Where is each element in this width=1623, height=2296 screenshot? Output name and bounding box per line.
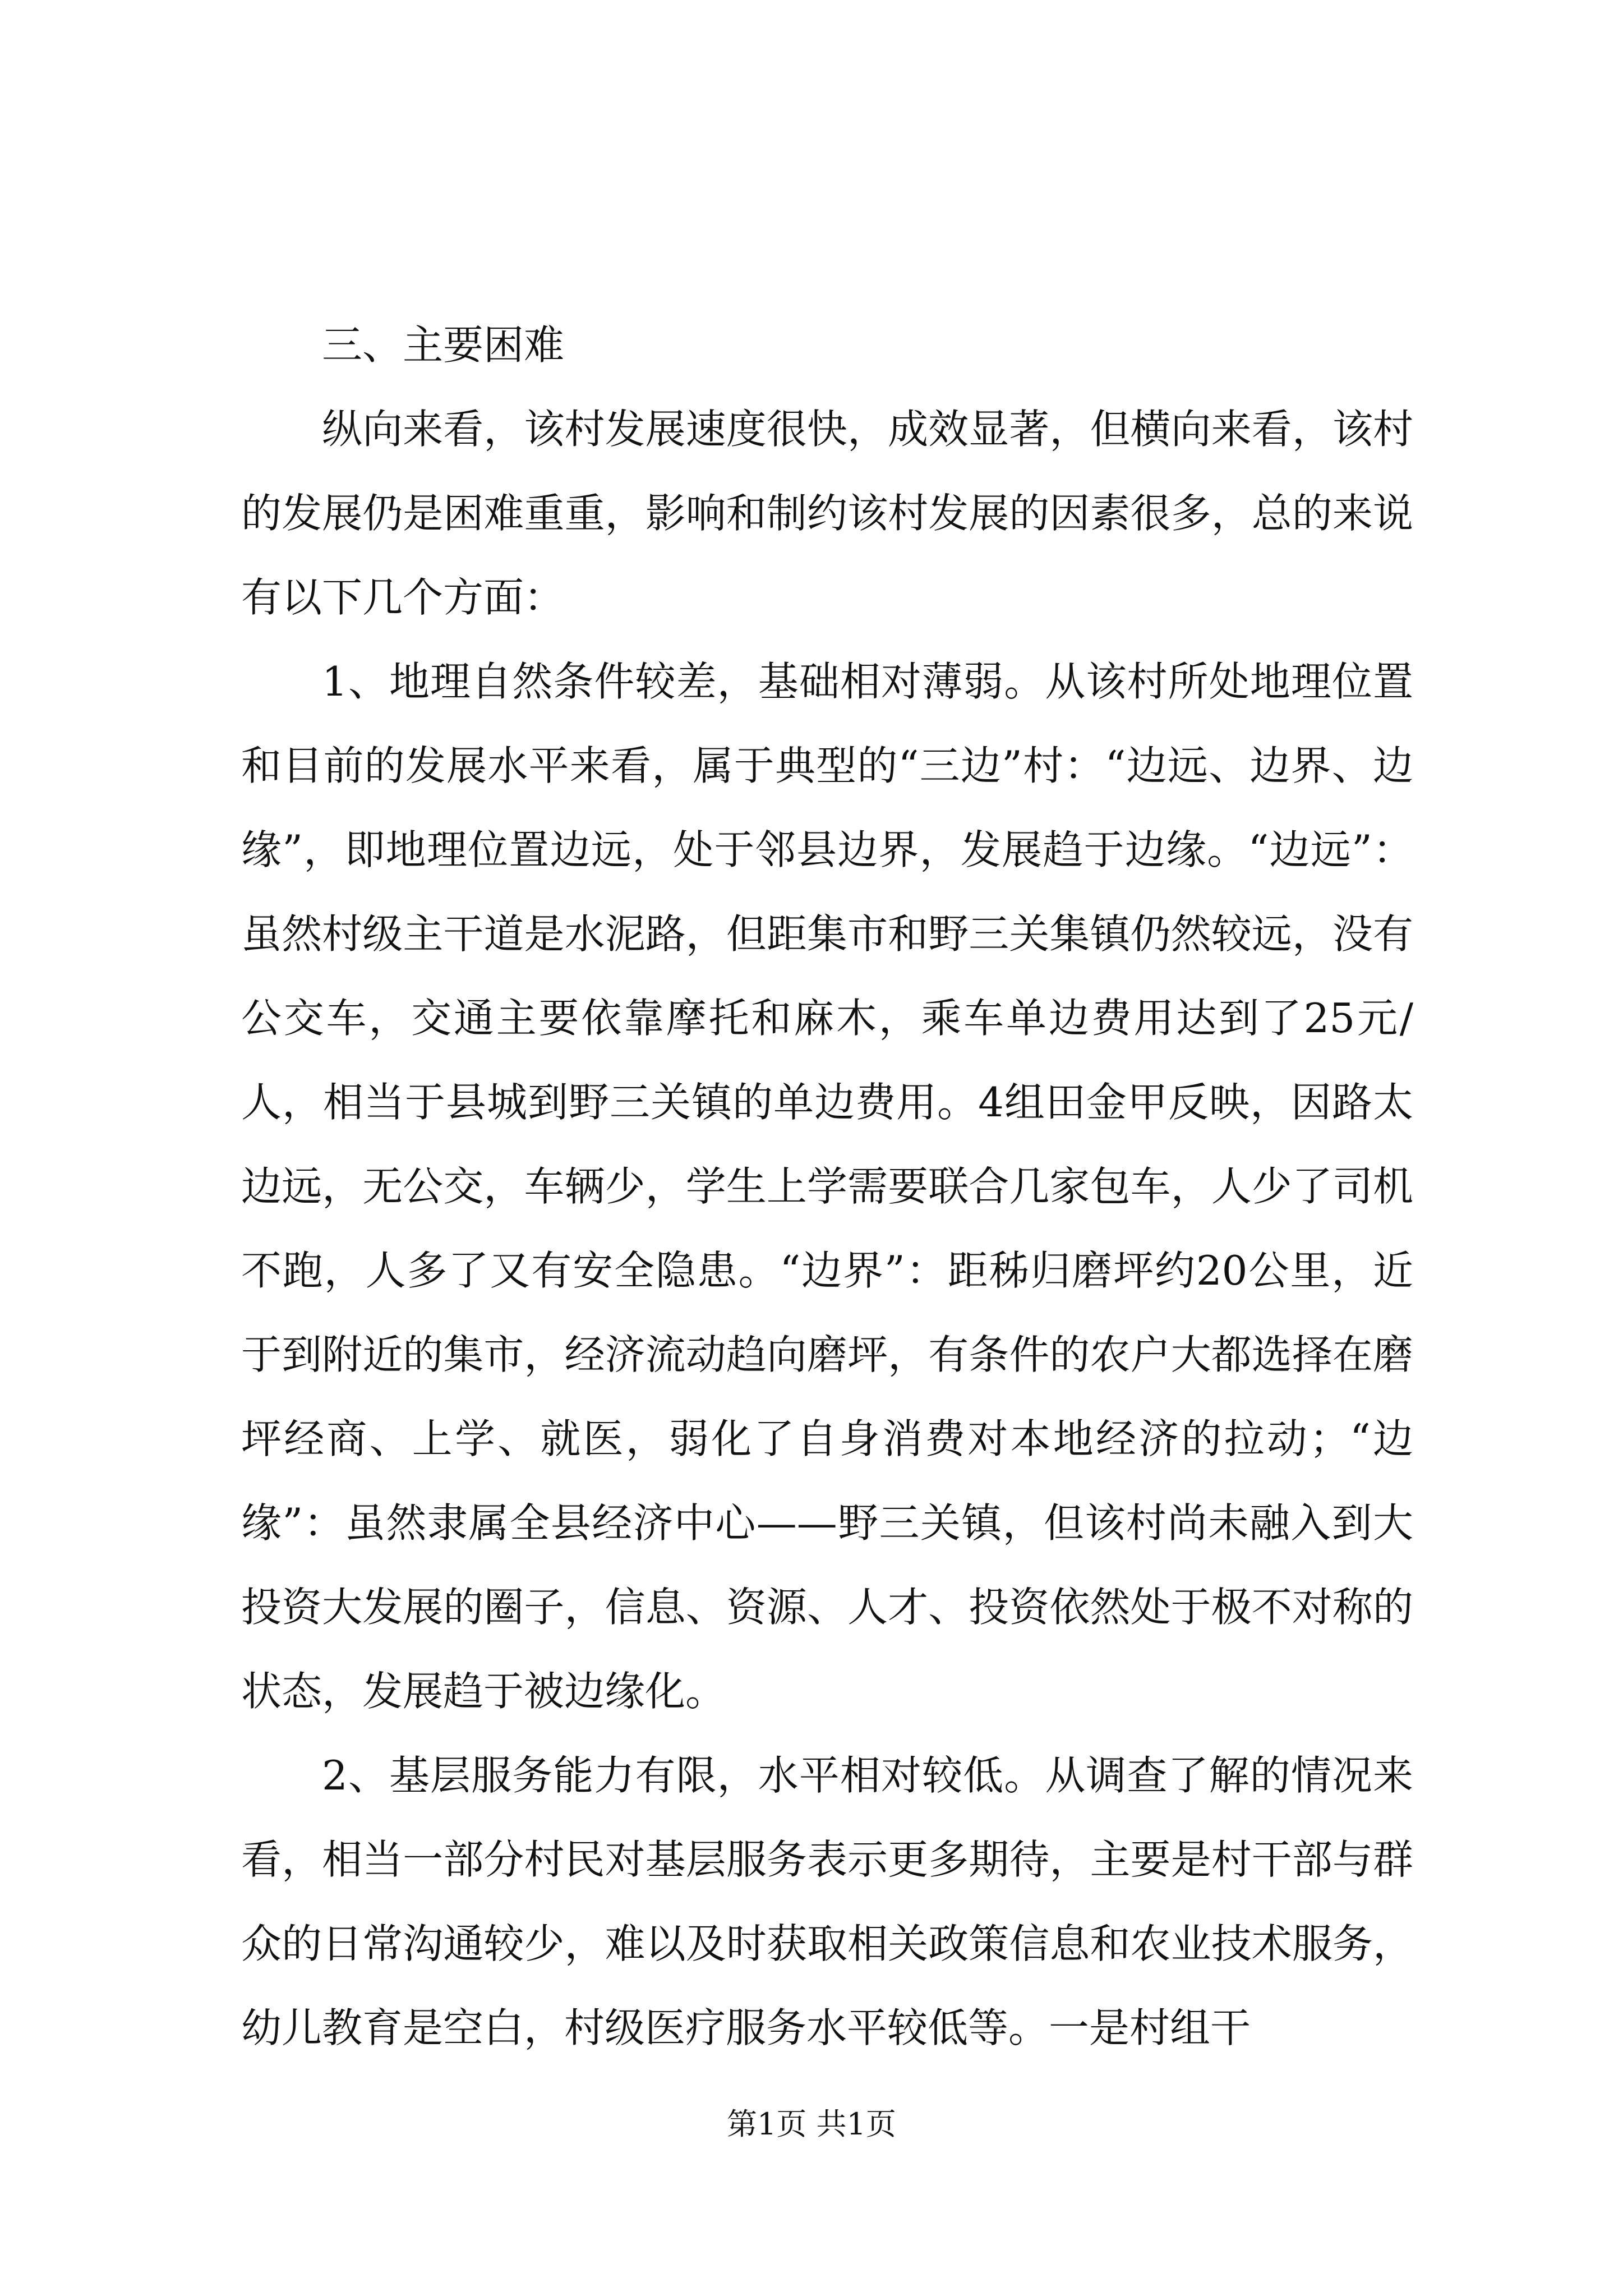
paragraph-point-2: 2、基层服务能力有限，水平相对较低。从调查了解的情况来看，相当一部分村民对基层服务表示更多期待，主要是村干部与群众的日常沟通较少，难以及时获取相关政策信息和农业技术服务，幼儿教育是空白，村级医疗服务水平较低等。一是村组干 [241,1752,1413,2051]
paragraph-intro: 纵向来看，该村发展速度很快，成效显著，但横向来看，该村的发展仍是困难重重，影响和制约该村发展的因素很多，总的来说有以下几个方面： [241,406,1413,621]
body-text [241,303,1413,2070]
page-footer: 第1页 共1页 [727,2106,896,2142]
paragraph-point-1: 1、地理自然条件较差，基础相对薄弱。从该村所处地理位置和目前的发展水平来看，属于典型的“三边”村：“边远、边界、边缘”，即地理位置边远，处于邻县边界，发展趋于边缘。“边远”：虽然村级主干道是水泥路，但距集市和野三关集镇仍然较远，没有公交车，交通主要依靠摩托和麻木，乘车单边费用达到了25元/人，相当于县城到野三关镇的单边费用。4组田金甲反映，因路太边远，无公交，车辆少，学生上学需要联合几家包车，人少了司机不跑，人多了又有安全隐患。“边界”：距秭归磨坪约20公里，近于到附近的集市，经济流动趋向磨坪，有条件的农户大都选择在磨坪经商、上学、就医，弱化了自身消费对本地经济的拉动；“边缘”：虽然隶属全县经济中心——野三关镇，但该村尚未融入到大投资大发展的圈子，信息、资源、人才、投资依然处于极不对称的状态，发展趋于被边缘化。 [241,658,1413,1715]
section-heading: 三、主要困难 [322,321,565,369]
